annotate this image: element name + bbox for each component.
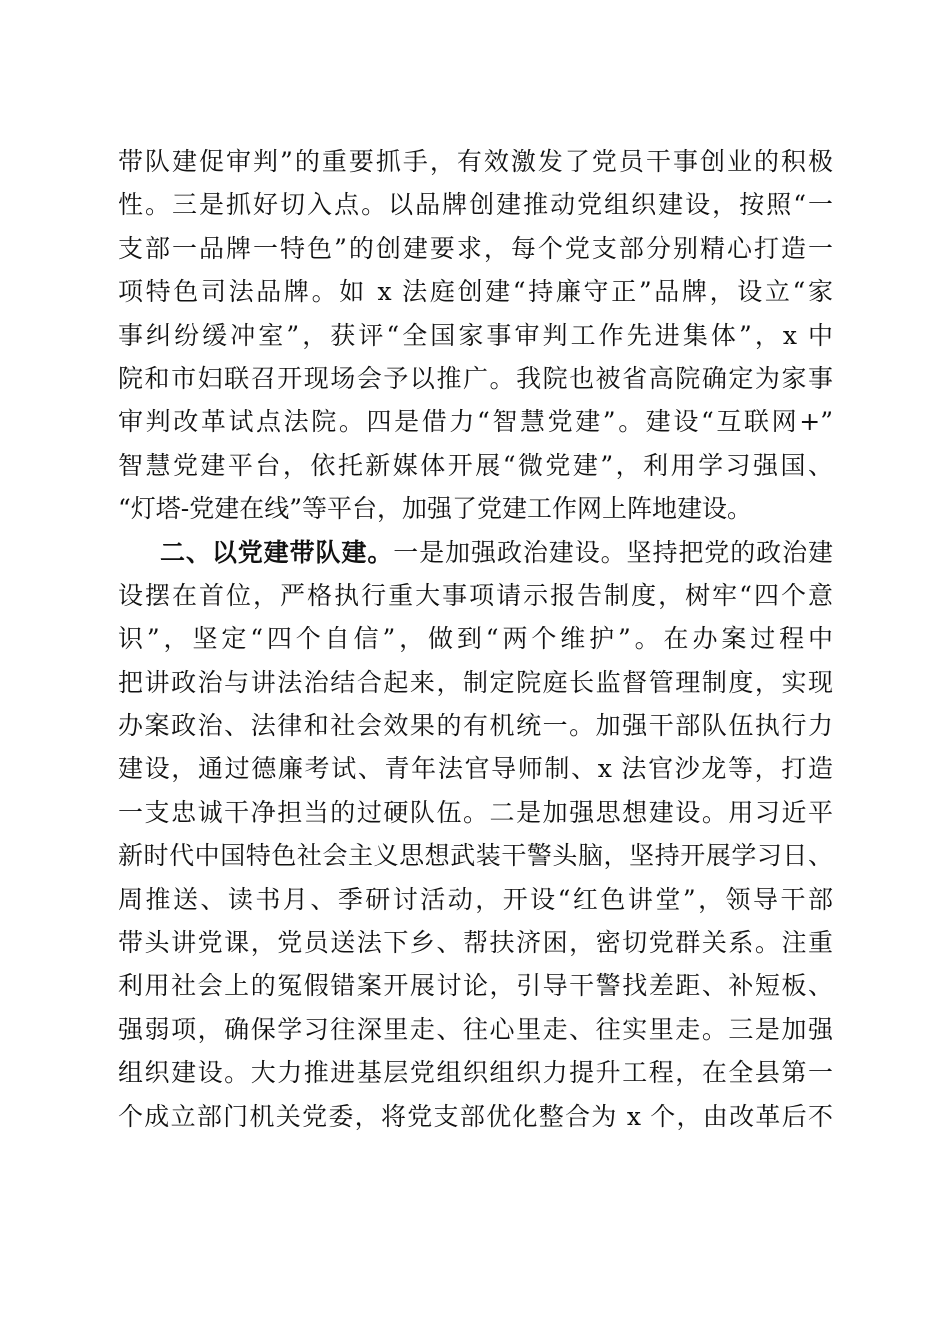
- text-line: 性。三是抓好切入点。以品牌创建推动党组织建设，按照“一: [118, 190, 833, 220]
- text-line: 项特色司法品牌。如 x 法庭创建“持廉守正”品牌，设立“家: [118, 277, 833, 307]
- text-line: 办案政治、法律和社会效果的有机统一。加强干部队伍执行力: [118, 711, 833, 741]
- text-line: 利用社会上的冤假错案开展讨论，引导干警找差距、补短板、: [118, 971, 833, 1001]
- document-body: [118, 140, 833, 1138]
- paragraph-2: [118, 531, 833, 1138]
- text-line: 把讲政治与讲法治结合起来，制定院庭长监督管理制度，实现: [118, 667, 833, 697]
- text-line: “灯塔-党建在线”等平台，加强了党建工作网上阵地建设。: [118, 494, 753, 524]
- text-line: 事纠纷缓冲室”，获评“全国家事审判工作先进集体”，x 中: [118, 320, 833, 350]
- text-line: 建设，通过德廉考试、青年法官导师制、x 法官沙龙等，打造: [118, 754, 833, 784]
- section-heading: 二、以党建带队建。: [160, 537, 394, 567]
- text-span: 一是加强政治建设。坚持把党的政治建: [393, 537, 833, 567]
- paragraph-first-line: [118, 531, 833, 574]
- text-line: 审判改革试点法院。四是借力“智慧党建”。建设“互联网+”: [118, 407, 833, 437]
- text-line: 带队建促审判”的重要抓手，有效激发了党员干事创业的积极: [118, 147, 833, 176]
- text-line: 识”，坚定“四个自信”，做到“两个维护”。在办案过程中: [118, 624, 833, 654]
- text-line: 组织建设。大力推进基层党组织组织力提升工程，在全县第一: [118, 1058, 833, 1088]
- paragraph-1: [118, 140, 833, 531]
- text-line: 支部一品牌一特色”的创建要求，每个党支部分别精心打造一: [118, 233, 833, 263]
- text-line: 设摆在首位，严格执行重大事项请示报告制度，树牢“四个意: [118, 580, 833, 610]
- text-line: 院和市妇联召开现场会予以推广。我院也被省高院确定为家事: [118, 363, 833, 393]
- text-line: 带头讲党课，党员送法下乡、帮扶济困，密切党群关系。注重: [118, 928, 833, 958]
- text-line: 周推送、读书月、季研讨活动，开设“红色讲堂”，领导干部: [118, 884, 833, 914]
- text-line: 个成立部门机关党委，将党支部优化整合为 x 个，由改革后不: [118, 1101, 833, 1131]
- text-line: 强弱项，确保学习往深里走、往心里走、往实里走。三是加强: [118, 1014, 833, 1044]
- text-line: 一支忠诚干净担当的过硬队伍。二是加强思想建设。用习近平: [118, 797, 833, 827]
- text-line: 智慧党建平台，依托新媒体开展“微党建”，利用学习强国、: [118, 450, 833, 480]
- text-line: 新时代中国特色社会主义思想武装干警头脑，坚持开展学习日、: [118, 841, 833, 871]
